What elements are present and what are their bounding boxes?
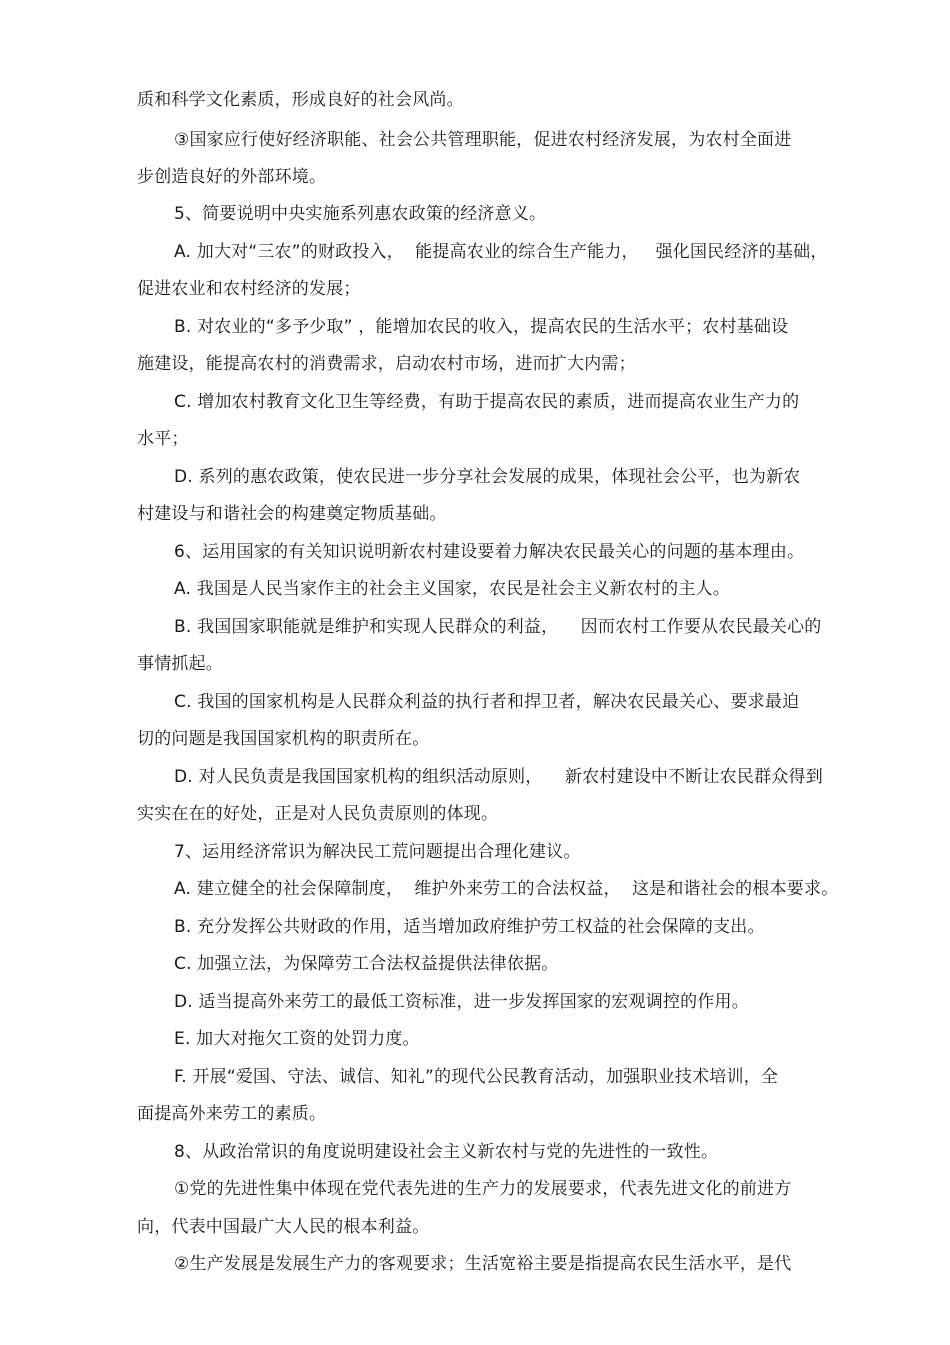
- text-line: 水平；: [137, 429, 189, 449]
- text-line: 切的问题是我国国家机构的职责所在。: [137, 729, 430, 749]
- text-line: 面提高外来劳工的素质。: [137, 1104, 327, 1124]
- section-heading: 6、运用国家的有关知识说明新农村建设要着力解决农民最关心的问题的基本理由。: [174, 542, 805, 562]
- section-heading: 8、从政治常识的角度说明建设社会主义新农村与党的先进性的一致性。: [174, 1142, 719, 1162]
- text-line: 事情抓起。: [137, 654, 223, 674]
- text-line: D. 对人民负责是我国国家机构的组织活动原则， 新农村建设中不断让农民群众得到: [174, 767, 823, 787]
- text-line: 实实在在的好处，正是对人民负责原则的体现。: [137, 804, 499, 824]
- text-line: D. 适当提高外来劳工的最低工资标准，进一步发挥国家的宏观调控的作用。: [174, 992, 749, 1012]
- text-line: B. 我国国家职能就是维护和实现人民群众的利益， 因而农村工作要从农民最关心的: [174, 617, 822, 637]
- section-heading: 5、简要说明中央实施系列惠农政策的经济意义。: [174, 204, 547, 224]
- text-line: A. 我国是人民当家作主的社会主义国家，农民是社会主义新农村的主人。: [174, 579, 730, 599]
- text-line: C. 增加农村教育文化卫生等经费，有助于提高农民的素质，进而提高农业生产力的: [174, 392, 800, 412]
- text-line: A. 建立健全的社会保障制度， 维护外来劳工的合法权益， 这是和谐社会的根本要求。: [174, 879, 839, 899]
- text-line: ③国家应行使好经济职能、社会公共管理职能，促进农村经济发展，为农村全面进: [174, 130, 792, 150]
- text-line: B. 充分发挥公共财政的作用，适当增加政府维护劳工权益的社会保障的支出。: [174, 917, 765, 937]
- text-line: F. 开展“爱国、守法、诚信、知礼”的现代公民教育活动，加强职业技术培训，全: [174, 1067, 779, 1087]
- text-line: 向，代表中国最广大人民的根本利益。: [137, 1217, 430, 1237]
- text-line: A. 加大对“三农”的财政投入， 能提高农业的综合生产能力， 强化国民经济的基础，: [174, 242, 828, 262]
- text-line: 步创造良好的外部环境。: [137, 167, 327, 187]
- text-line: D. 系列的惠农政策，使农民进一步分享社会发展的成果，体现社会公平，也为新农: [174, 467, 801, 487]
- text-line: 质和科学文化素质，形成良好的社会风尚。: [137, 90, 464, 110]
- text-line: ②生产发展是发展生产力的客观要求；生活宽裕主要是指提高农民生活水平，是代: [174, 1254, 792, 1274]
- text-line: 施建设，能提高农村的消费需求，启动农村市场，进而扩大内需；: [137, 354, 636, 374]
- text-line: C. 加强立法，为保障劳工合法权益提供法律依据。: [174, 954, 559, 974]
- text-line: 促进农业和农村经济的发展；: [137, 279, 361, 299]
- section-heading: 7、运用经济常识为解决民工荒问题提出合理化建议。: [174, 842, 581, 862]
- text-line: E. 加大对拖欠工资的处罚力度。: [174, 1029, 420, 1049]
- text-line: 村建设与和谐社会的构建奠定物质基础。: [137, 504, 447, 524]
- text-line: C. 我国的国家机构是人民群众利益的执行者和捍卫者，解决农民最关心、要求最迫: [174, 692, 800, 712]
- text-line: B. 对农业的“多予少取” ，能增加农民的收入，提高农民的生活水平；农村基础设: [174, 317, 789, 337]
- text-line: ①党的先进性集中体现在党代表先进的生产力的发展要求，代表先进文化的前进方: [174, 1179, 792, 1199]
